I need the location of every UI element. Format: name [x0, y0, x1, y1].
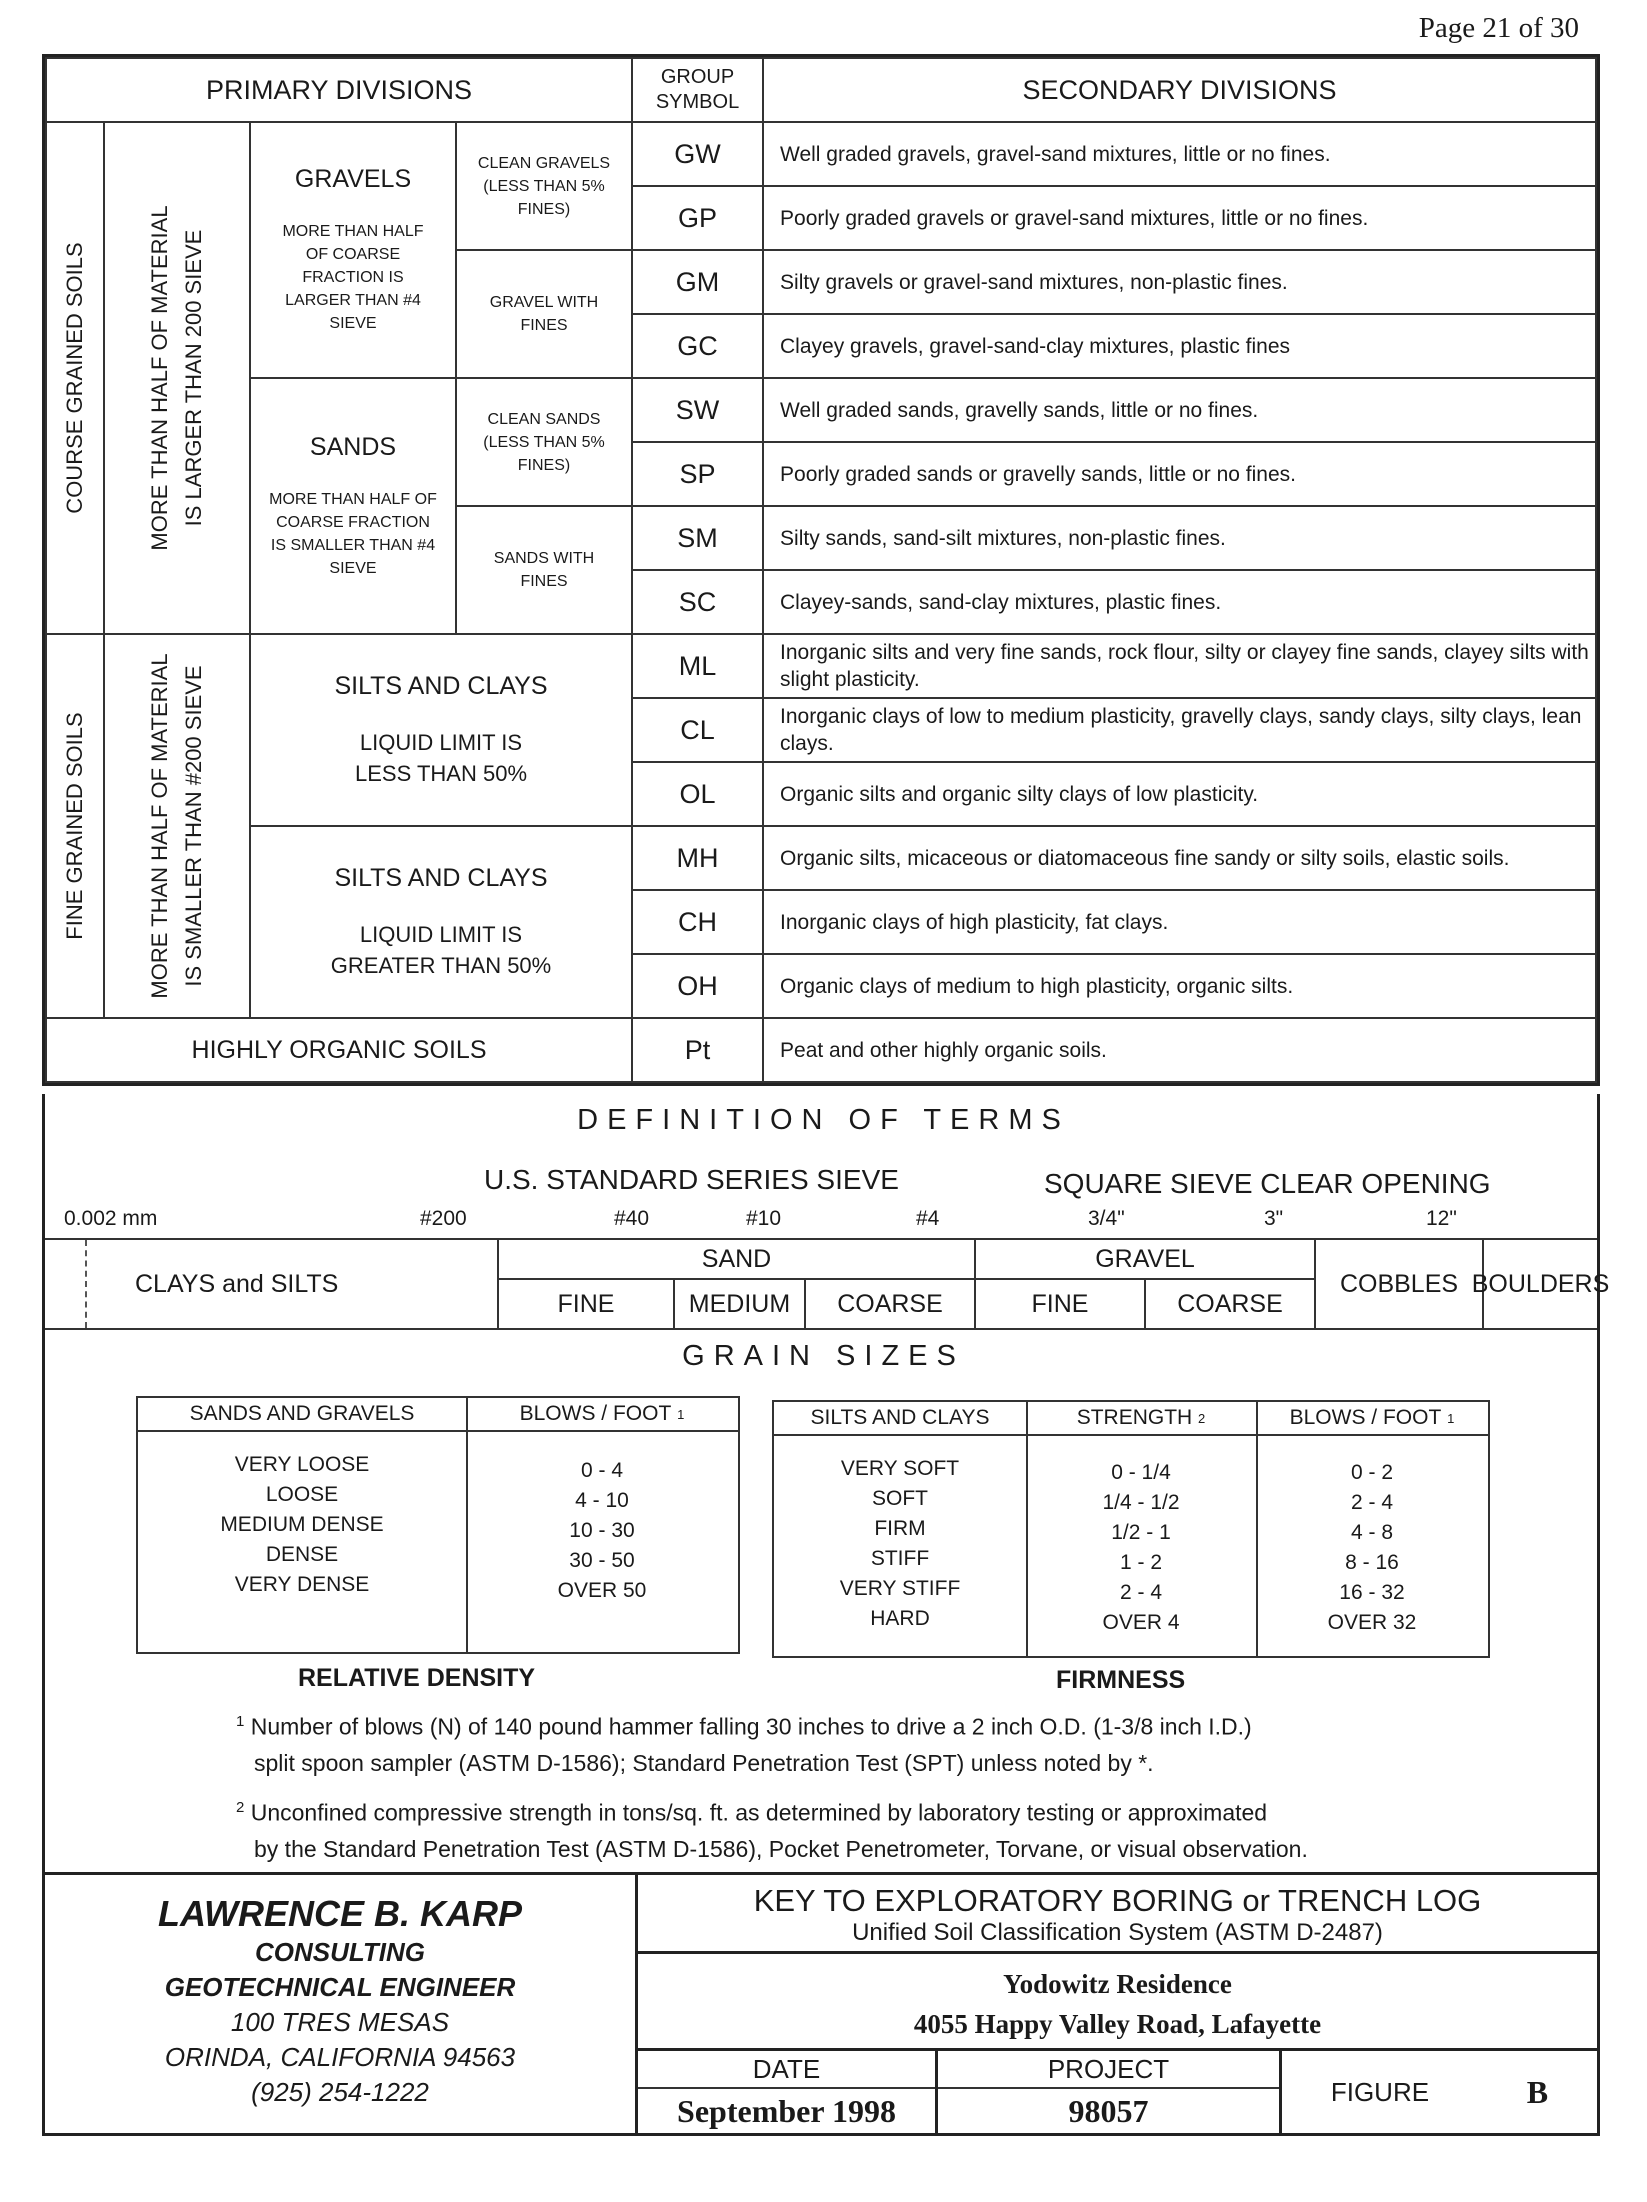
firmness-header-strength: STRENGTH 2	[1026, 1402, 1256, 1436]
symbol-ol: OL	[632, 762, 763, 826]
title-block-right	[635, 1875, 1597, 2133]
definition-title: DEFINITION OF TERMS	[577, 1104, 1070, 1136]
tick-40: #40	[614, 1207, 650, 1230]
us-standard-sieve-label: U.S. STANDARD SERIES SIEVE	[484, 1164, 899, 1195]
symbol-cl: CL	[632, 698, 763, 762]
desc-gw: Well graded gravels, gravel-sand mixtures, little or no fines.	[763, 122, 1596, 186]
gravels-cell	[250, 122, 456, 378]
desc-oh: Organic clays of medium to high plasticity, organic silts.	[763, 954, 1596, 1018]
header-group-symbol: GROUP SYMBOL	[632, 58, 763, 122]
grain-sizes-title: GRAIN SIZES	[682, 1340, 965, 1372]
firm-info	[45, 1875, 635, 2133]
tick-4: #4	[916, 1207, 940, 1230]
density-header-blows: BLOWS / FOOT 1	[466, 1398, 738, 1432]
tick-0002mm: 0.002 mm	[64, 1207, 158, 1230]
relative-density-caption: RELATIVE DENSITY	[298, 1664, 536, 1692]
gravels-description: MORE THAN HALF OF COARSE FRACTION IS LARGER THAN #4 SIEVE	[282, 223, 424, 332]
gravels-label: GRAVELS	[294, 165, 412, 193]
gravel-coarse-cell: COARSE	[1146, 1280, 1316, 1328]
symbol-gc: GC	[632, 314, 763, 378]
boulders-cell: BOULDERS	[1471, 1269, 1610, 1298]
silts-clays-low-cell	[250, 634, 632, 826]
header-secondary: SECONDARY DIVISIONS	[763, 58, 1596, 122]
page-number: Page 21 of 30	[1418, 12, 1579, 44]
sand-medium-cell: MEDIUM	[675, 1280, 806, 1328]
desc-ol: Organic silts and organic silty clays of low plasticity.	[763, 762, 1596, 826]
footnote-1: $^1$ Number of blows (N) of 140 pound hammer falling 30 inches to drive a 2 inch O.D. (1-3/8 inch I.D.) split spoon sampler (ASTM D-1586); Standard Penetration Test (SPT) unless noted by *.	[236, 1713, 1252, 1776]
figure-value: B	[1526, 2073, 1549, 2110]
symbol-sp: SP	[632, 442, 763, 506]
date-value: September 1998	[677, 2093, 896, 2129]
project-cell	[938, 2051, 1282, 2133]
firmness-header-blows: BLOWS / FOOT 1	[1256, 1402, 1488, 1436]
tick-12in: 12"	[1426, 1207, 1457, 1230]
desc-gm: Silty gravels or gravel-sand mixtures, non-plastic fines.	[763, 250, 1596, 314]
desc-ch: Inorganic clays of high plasticity, fat clays.	[763, 890, 1596, 954]
desc-gc: Clayey gravels, gravel-sand-clay mixtures, plastic fines	[763, 314, 1596, 378]
firmness-caption: FIRMNESS	[1056, 1666, 1186, 1694]
desc-sw: Well graded sands, gravelly sands, little or no fines.	[763, 378, 1596, 442]
liquid-limit-high-line2: GREATER THAN 50%	[330, 952, 552, 978]
desc-gp: Poorly graded gravels or gravel-sand mixtures, little or no fines.	[763, 186, 1596, 250]
clean-gravels-label: CLEAN GRAVELS (LESS THAN 5% FINES)	[456, 122, 632, 250]
sand-cell: SAND	[499, 1240, 976, 1280]
density-terms: VERY LOOSE LOOSE MEDIUM DENSE DENSE VERY DENSE	[220, 1453, 384, 1596]
relative-density-table	[136, 1396, 740, 1654]
firmness-blows: 0 - 2 2 - 4 4 - 8 8 - 16 16 - 32 OVER 32	[1327, 1461, 1417, 1634]
symbol-gm: GM	[632, 250, 763, 314]
project-info	[638, 1951, 1597, 2051]
liquid-limit-high-line1: LIQUID LIMIT IS	[359, 921, 523, 947]
symbol-sc: SC	[632, 570, 763, 634]
firm-phone: (925) 254-1222	[251, 2077, 429, 2107]
desc-ml: Inorganic silts and very fine sands, rock flour, silty or clayey fine sands, clayey silts with slight plasticity.	[763, 634, 1596, 698]
coarse-grained-criterion: MORE THAN HALF OF MATERIAL IS LARGER THAN 200 SIEVE	[104, 122, 250, 634]
symbol-ch: CH	[632, 890, 763, 954]
desc-sc: Clayey-sands, sand-clay mixtures, plastic fines.	[763, 570, 1596, 634]
symbol-gw: GW	[632, 122, 763, 186]
firm-line2: GEOTECHNICAL ENGINEER	[164, 1972, 516, 2002]
desc-sm: Silty sands, sand-silt mixtures, non-plastic fines.	[763, 506, 1596, 570]
header-primary: PRIMARY DIVISIONS	[46, 58, 632, 122]
symbol-sm: SM	[632, 506, 763, 570]
tick-200: #200	[420, 1207, 467, 1230]
firmness-header-material: SILTS AND CLAYS	[774, 1402, 1026, 1436]
gravel-cell: GRAVEL	[976, 1240, 1316, 1280]
project-address: 4055 Happy Valley Road, Lafayette	[913, 2009, 1322, 2039]
tick-10: #10	[746, 1207, 782, 1230]
sand-fine-cell: FINE	[499, 1280, 675, 1328]
firm-address1: 100 TRES MESAS	[230, 2007, 450, 2037]
liquid-limit-low-line2: LESS THAN 50%	[355, 760, 528, 786]
figure-label: FIGURE	[1330, 2076, 1430, 2107]
grain-size-scale	[45, 1238, 1610, 1330]
firmness-strength: 0 - 1/4 1/4 - 1/2 1/2 - 1 1 - 2 2 - 4 OVER 4	[1102, 1461, 1180, 1634]
tick-three-quarter: 3/4"	[1088, 1207, 1125, 1230]
project-label: PROJECT	[938, 2051, 1279, 2089]
sands-with-fines-label: SANDS WITH FINES	[456, 506, 632, 634]
sand-coarse-cell: COARSE	[806, 1280, 976, 1328]
gravel-fine-cell: FINE	[976, 1280, 1146, 1328]
firmness-terms: VERY SOFT SOFT FIRM STIFF VERY STIFF HARD	[839, 1457, 961, 1630]
tick-3in: 3"	[1264, 1207, 1284, 1230]
date-cell	[638, 2051, 938, 2133]
fine-grained-label: FINE GRAINED SOILS	[46, 634, 104, 1018]
date-label: DATE	[638, 2051, 935, 2089]
silts-clays-low-label: SILTS AND CLAYS	[334, 671, 548, 700]
firm-address2: ORINDA, CALIFORNIA 94563	[164, 2042, 516, 2072]
symbol-oh: OH	[632, 954, 763, 1018]
uscs-table	[42, 54, 1600, 1086]
clean-sands-label: CLEAN SANDS (LESS THAN 5% FINES)	[456, 378, 632, 506]
fine-grained-criterion: MORE THAN HALF OF MATERIAL IS SMALLER THAN #200 SIEVE	[104, 634, 250, 1018]
liquid-limit-low-line1: LIQUID LIMIT IS	[359, 729, 523, 755]
symbol-sw: SW	[632, 378, 763, 442]
firmness-table	[772, 1400, 1490, 1658]
project-number: 98057	[1068, 2093, 1149, 2129]
key-title: KEY TO EXPLORATORY BORING or TRENCH LOG	[753, 1883, 1482, 1918]
desc-pt: Peat and other highly organic soils.	[763, 1018, 1596, 1082]
project-name: Yodowitz Residence	[1003, 1969, 1232, 1999]
coarse-grained-label: COURSE GRAINED SOILS	[46, 122, 104, 634]
silts-clays-high-cell	[250, 826, 632, 1018]
sands-cell	[250, 378, 456, 634]
desc-sp: Poorly graded sands or gravelly sands, little or no fines.	[763, 442, 1596, 506]
sands-label: SANDS	[309, 432, 397, 461]
symbol-gp: GP	[632, 186, 763, 250]
firm-line1: CONSULTING	[255, 1937, 425, 1967]
symbol-ml: ML	[632, 634, 763, 698]
silts-clays-high-label: SILTS AND CLAYS	[334, 863, 548, 892]
desc-mh: Organic silts, micaceous or diatomaceous fine sandy or silty soils, elastic soils.	[763, 826, 1596, 890]
highly-organic-soils-label: HIGHLY ORGANIC SOILS	[46, 1018, 632, 1082]
symbol-mh: MH	[632, 826, 763, 890]
figure-cell	[1282, 2051, 1597, 2133]
footnote-2: $^2$ Unconfined compressive strength in tons/sq. ft. as determined by laboratory testing or approximated by the Standard Penetration Test (ASTM D-1586), Pocket Penetrometer, Torvane, or visual observation.	[236, 1799, 1308, 1862]
density-blows: 0 - 4 4 - 10 10 - 30 30 - 50 OVER 50	[557, 1459, 647, 1602]
cobbles-cell: COBBLES	[1316, 1240, 1484, 1328]
key-subtitle: Unified Soil Classification System (ASTM D-2487)	[852, 1919, 1383, 1946]
square-sieve-label: SQUARE SIEVE CLEAR OPENING	[1044, 1168, 1491, 1199]
title-block	[42, 1872, 1600, 2136]
density-header-material: SANDS AND GRAVELS	[138, 1398, 466, 1432]
desc-cl: Inorganic clays of low to medium plasticity, gravelly clays, sandy clays, silty clays, lean clays.	[763, 698, 1596, 762]
clays-silts-cell: CLAYS and SILTS	[85, 1240, 499, 1328]
firm-name: LAWRENCE B. KARP	[157, 1893, 522, 1934]
sands-description: MORE THAN HALF OF COARSE FRACTION IS SMALLER THAN #4 SIEVE	[269, 490, 437, 577]
symbol-pt: Pt	[632, 1018, 763, 1082]
gravel-with-fines-label: GRAVEL WITH FINES	[456, 250, 632, 378]
